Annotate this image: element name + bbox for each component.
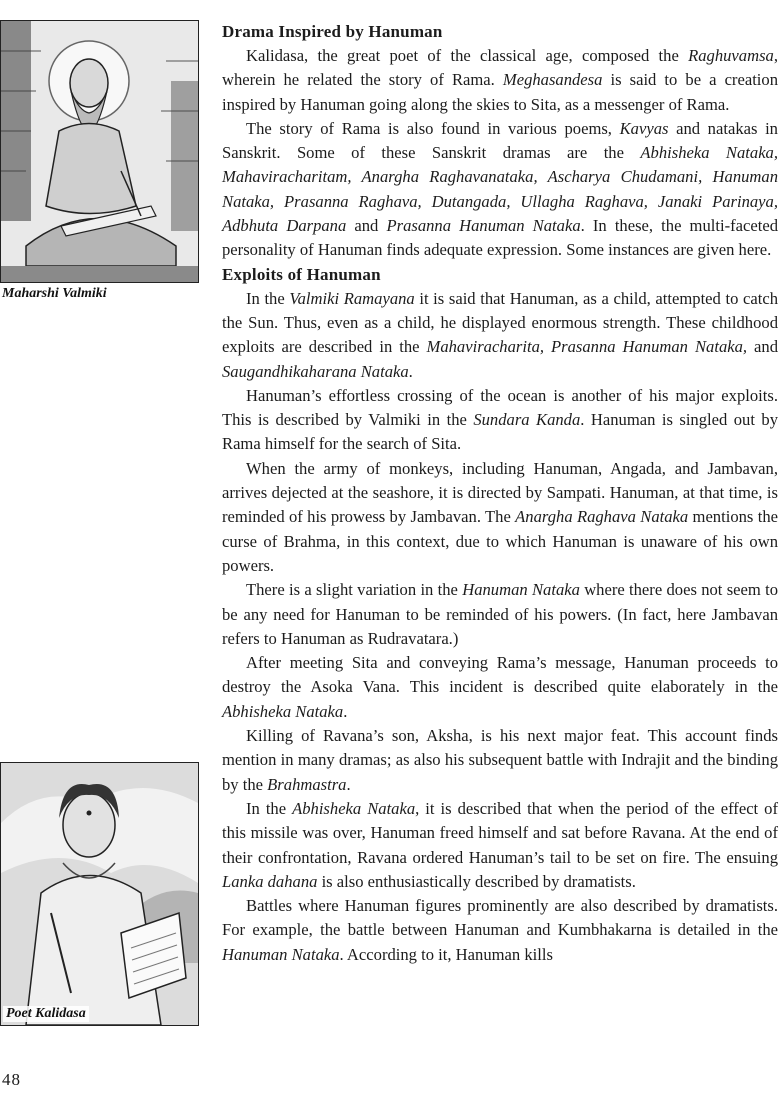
text-run: where there does not seem to be any need for Hanuman to be reminded of his powers. (In fact, here Jambavan refers to Hanuman as Rudravatara.) [222,580,778,648]
page-number: 48 [2,1070,21,1089]
body-paragraph [222,724,778,797]
italic-title: Prasanna Hanuman Nataka [386,216,581,236]
text-run: There is a slight variation in the [246,580,463,600]
italic-title: Abhisheka Nataka [292,798,416,818]
figure-caption: Maharshi Valmiki [2,286,107,301]
italic-title: Brahmastra [267,774,347,794]
body-paragraph [222,457,778,578]
kalidasa-figure [0,762,199,1026]
text-run: . In these, the multi-faceted personality of Hanuman finds adequate expression. Some instances are given here. [222,216,779,260]
text-run: and [346,216,387,236]
sage-portrait-illustration-icon [1,21,198,282]
section-heading: Drama Inspired by Hanuman [222,22,443,41]
text-run: . According to it, Hanuman kills [339,944,553,964]
text-run: Kalidasa, the great poet of the classical age, composed the [246,46,689,65]
body-paragraph [222,44,778,117]
italic-title: Anargha Raghava Nataka [515,507,689,527]
text-run: . [343,701,348,721]
text-run: mentions the curse of Brahma, in this context, due to which Hanuman is unaware of his own powers. [222,507,778,575]
body-paragraph [222,797,778,894]
italic-title: Lanka dahana [222,871,318,891]
italic-title: Mahaviracharita, Prasanna Hanuman Nataka, [426,337,748,357]
text-run: , it is described that when the period of the effect of this missile was over, Hanuman freed himself and sat before Ravana. At the end of their confrontation, Ravana ordered Hanuman’s tail to be set on fire. The ensuing [222,798,778,867]
body-paragraph [222,384,778,457]
text-run: is said to be a creation inspired by Hanuman going along the skies to Sita, as a messenger of Rama. [222,70,779,114]
text-run: In the [246,798,293,818]
text-run: and natakas in Sanskrit. Some of these Sanskrit dramas are the [222,118,778,163]
body-paragraph [222,894,778,967]
text-run: it is said that Hanuman, as a child, attempted to catch the Sun. Thus, even as a child, he displayed enormous strength. These childhood exploits are described in the [222,288,778,357]
section-heading: Exploits of Hanuman [222,264,381,284]
text-run: and [747,337,779,357]
text-run: Hanuman’s effortless crossing of the ocean is another of his major exploits. This is described by Valmiki in the [222,385,778,430]
text-run: is also enthusiastically described by dramatists. [317,871,636,891]
text-run: . [408,361,413,381]
italic-title: Abhisheka Nataka, Mahaviracharitam, Anargha Raghavanataka, Ascharya Chudamani, Hanuman Nataka, Prasanna Raghava, Dutangada, Ullagha Raghava, Janaki Parinaya, Adbhuta Darpana [222,143,779,236]
figure-caption: Poet Kalidasa [3,1006,89,1022]
italic-title: Valmiki Ramayana [289,288,415,308]
italic-title: Abhisheka Nataka [222,701,344,721]
body-paragraph [222,578,778,651]
italic-title: Sundara Kanda [473,410,581,430]
text-run: When the army of monkeys, including Hanuman, Angada, and Jambavan, arrives dejected at the seashore, it is directed by Sampati. Hanuman, at that time, is reminded of his prowess by Jambavan. The [222,458,778,527]
valmiki-figure [0,20,199,283]
body-paragraph [222,287,778,384]
text-run: The story of Rama is also found in various poems, [246,118,620,138]
body-paragraph [222,651,778,724]
italic-title: Kavyas [619,118,669,138]
italic-title: Raghuvamsa [688,46,774,65]
article-body [222,20,778,967]
body-paragraph [222,117,778,263]
italic-title: Hanuman Nataka [462,580,580,600]
italic-title: Meghasandesa [502,70,603,90]
text-run: , wherein he related the story of Rama. [222,46,778,90]
text-run: In the [246,288,290,308]
text-run: Killing of Ravana’s son, Aksha, is his next major feat. This account finds mention in many dramas; as also his subsequent battle with Indrajit and the binding by the [222,726,778,794]
text-run: After meeting Sita and conveying Rama’s message, Hanuman proceeds to destroy the Asoka Vana. This incident is described quite elaborately in the [222,653,778,697]
text-run: Battles where Hanuman figures prominently are also described by dramatists. For example, the battle between Hanuman and Kumbhakarna is detailed in the [222,896,778,940]
text-run: . [346,774,351,794]
poet-portrait-illustration-icon [1,763,198,1025]
italic-title: Saugandhikaharana Nataka [222,361,409,381]
italic-title: Hanuman Nataka [222,944,340,964]
text-run: . Hanuman is singled out by Rama himself for the search of Sita. [222,410,778,454]
